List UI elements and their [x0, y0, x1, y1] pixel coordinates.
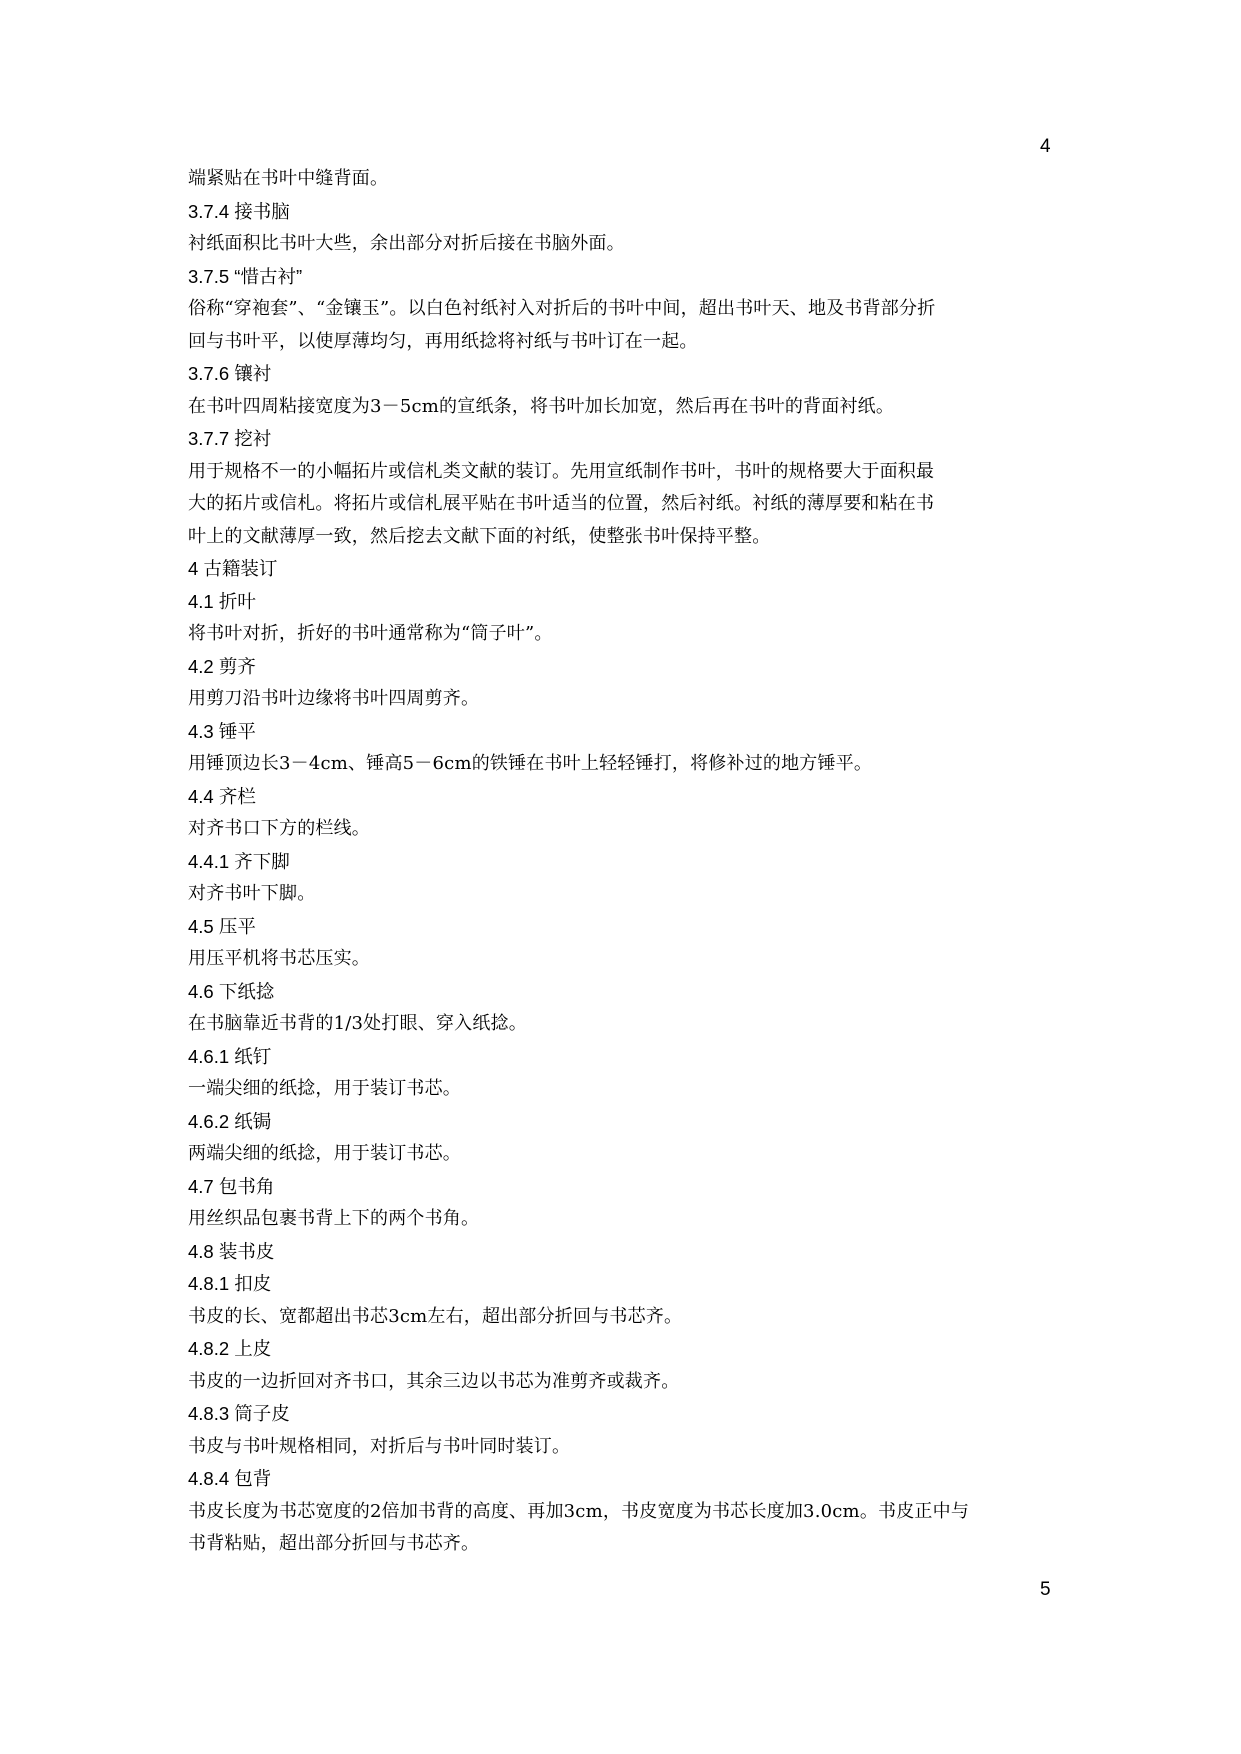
paragraph-line: 用丝织品包裹书背上下的两个书角。	[188, 1208, 480, 1229]
paragraph-line: 书背粘贴，超出部分折回与书芯齐。	[188, 1533, 480, 1554]
paragraph-line: 对齐书口下方的栏线。	[188, 818, 370, 839]
section-heading: 4.3 锤平	[188, 720, 256, 742]
section-heading: 4.6.1 纸钉	[188, 1045, 272, 1067]
paragraph-line: 叶上的文献薄厚一致，然后挖去文献下面的衬纸，使整张书叶保持平整。	[188, 525, 771, 547]
section-heading: 3.7.5 “惜古衬”	[188, 265, 303, 287]
paragraph-line: 用剪刀沿书叶边缘将书叶四周剪齐。	[188, 688, 480, 709]
section-heading: 4.8.1 扣皮	[188, 1273, 272, 1294]
section-heading: 3.7.4 接书脑	[188, 200, 290, 222]
section-heading: 4.8.2 上皮	[188, 1338, 272, 1359]
section-heading: 4.1 折叶	[188, 590, 256, 612]
paragraph-line: 用压平机将书芯压实。	[188, 948, 370, 969]
section-heading: 4.7 包书角	[188, 1175, 275, 1197]
paragraph-line: 书皮长度为书芯宽度的2倍加书背的高度、再加3cm，书皮宽度为书芯长度加3.0cm。书皮正中与	[188, 1500, 970, 1522]
paragraph-line: 书皮的一边折回对齐书口，其余三边以书芯为准剪齐或裁齐。	[188, 1370, 680, 1392]
section-heading: 4.4.1 齐下脚	[188, 850, 290, 872]
paragraph-line: 端紧贴在书叶中缝背面。	[188, 168, 389, 189]
paragraph-line: 两端尖细的纸捻，用于装订书芯。	[188, 1143, 461, 1164]
paragraph-line: 用锤顶边长3－4cm、锤高5－6cm的铁锤在书叶上轻轻锤打，将修补过的地方锤平。	[188, 753, 873, 774]
section-heading: 4.4 齐栏	[188, 785, 256, 807]
paragraph-line: 俗称“穿袍套”、“金镶玉”。以白色衬纸衬入对折后的书叶中间，超出书叶天、地及书背部分折	[188, 298, 936, 319]
page-number-bottom: 5	[1040, 1579, 1051, 1600]
paragraph-line: 用于规格不一的小幅拓片或信札类文献的装订。先用宣纸制作书叶，书叶的规格要大于面积最	[188, 460, 935, 482]
section-heading: 4.8.4 包背	[188, 1468, 272, 1489]
paragraph-line: 在书脑靠近书背的1/3处打眼、穿入纸捻。	[188, 1013, 527, 1034]
paragraph-line: 回与书叶平，以使厚薄均匀，再用纸捻将衬纸与书叶订在一起。	[188, 330, 698, 352]
section-heading: 3.7.6 镶衬	[188, 363, 272, 384]
section-heading: 4.2 剪齐	[188, 655, 256, 677]
page-number-top: 4	[1040, 136, 1051, 157]
paragraph-line: 书皮与书叶规格相同，对折后与书叶同时装订。	[188, 1435, 571, 1457]
section-heading: 4.6.2 纸锔	[188, 1110, 272, 1132]
chapter-heading: 4 古籍装订	[188, 558, 278, 579]
paragraph-line: 一端尖细的纸捻，用于装订书芯。	[188, 1078, 461, 1099]
section-heading: 3.7.7 挖衬	[188, 428, 272, 449]
paragraph-line: 书皮的长、宽都超出书芯3cm左右，超出部分折回与书芯齐。	[188, 1305, 683, 1327]
paragraph-line: 衬纸面积比书叶大些，余出部分对折后接在书脑外面。	[188, 233, 625, 254]
paragraph-line: 大的拓片或信札。将拓片或信札展平贴在书叶适当的位置，然后衬纸。衬纸的薄厚要和粘在书	[188, 493, 935, 514]
document-body	[188, 163, 1058, 1561]
section-heading: 4.6 下纸捻	[188, 980, 275, 1002]
section-heading: 4.8 装书皮	[188, 1240, 275, 1262]
section-heading: 4.8.3 筒子皮	[188, 1403, 290, 1424]
paragraph-line: 将书叶对折，折好的书叶通常称为“筒子叶”。	[188, 623, 553, 644]
paragraph-line: 在书叶四周粘接宽度为3－5cm的宣纸条，将书叶加长加宽，然后再在书叶的背面衬纸。	[188, 395, 895, 417]
paragraph-line: 对齐书叶下脚。	[188, 883, 316, 904]
section-heading: 4.5 压平	[188, 915, 256, 937]
